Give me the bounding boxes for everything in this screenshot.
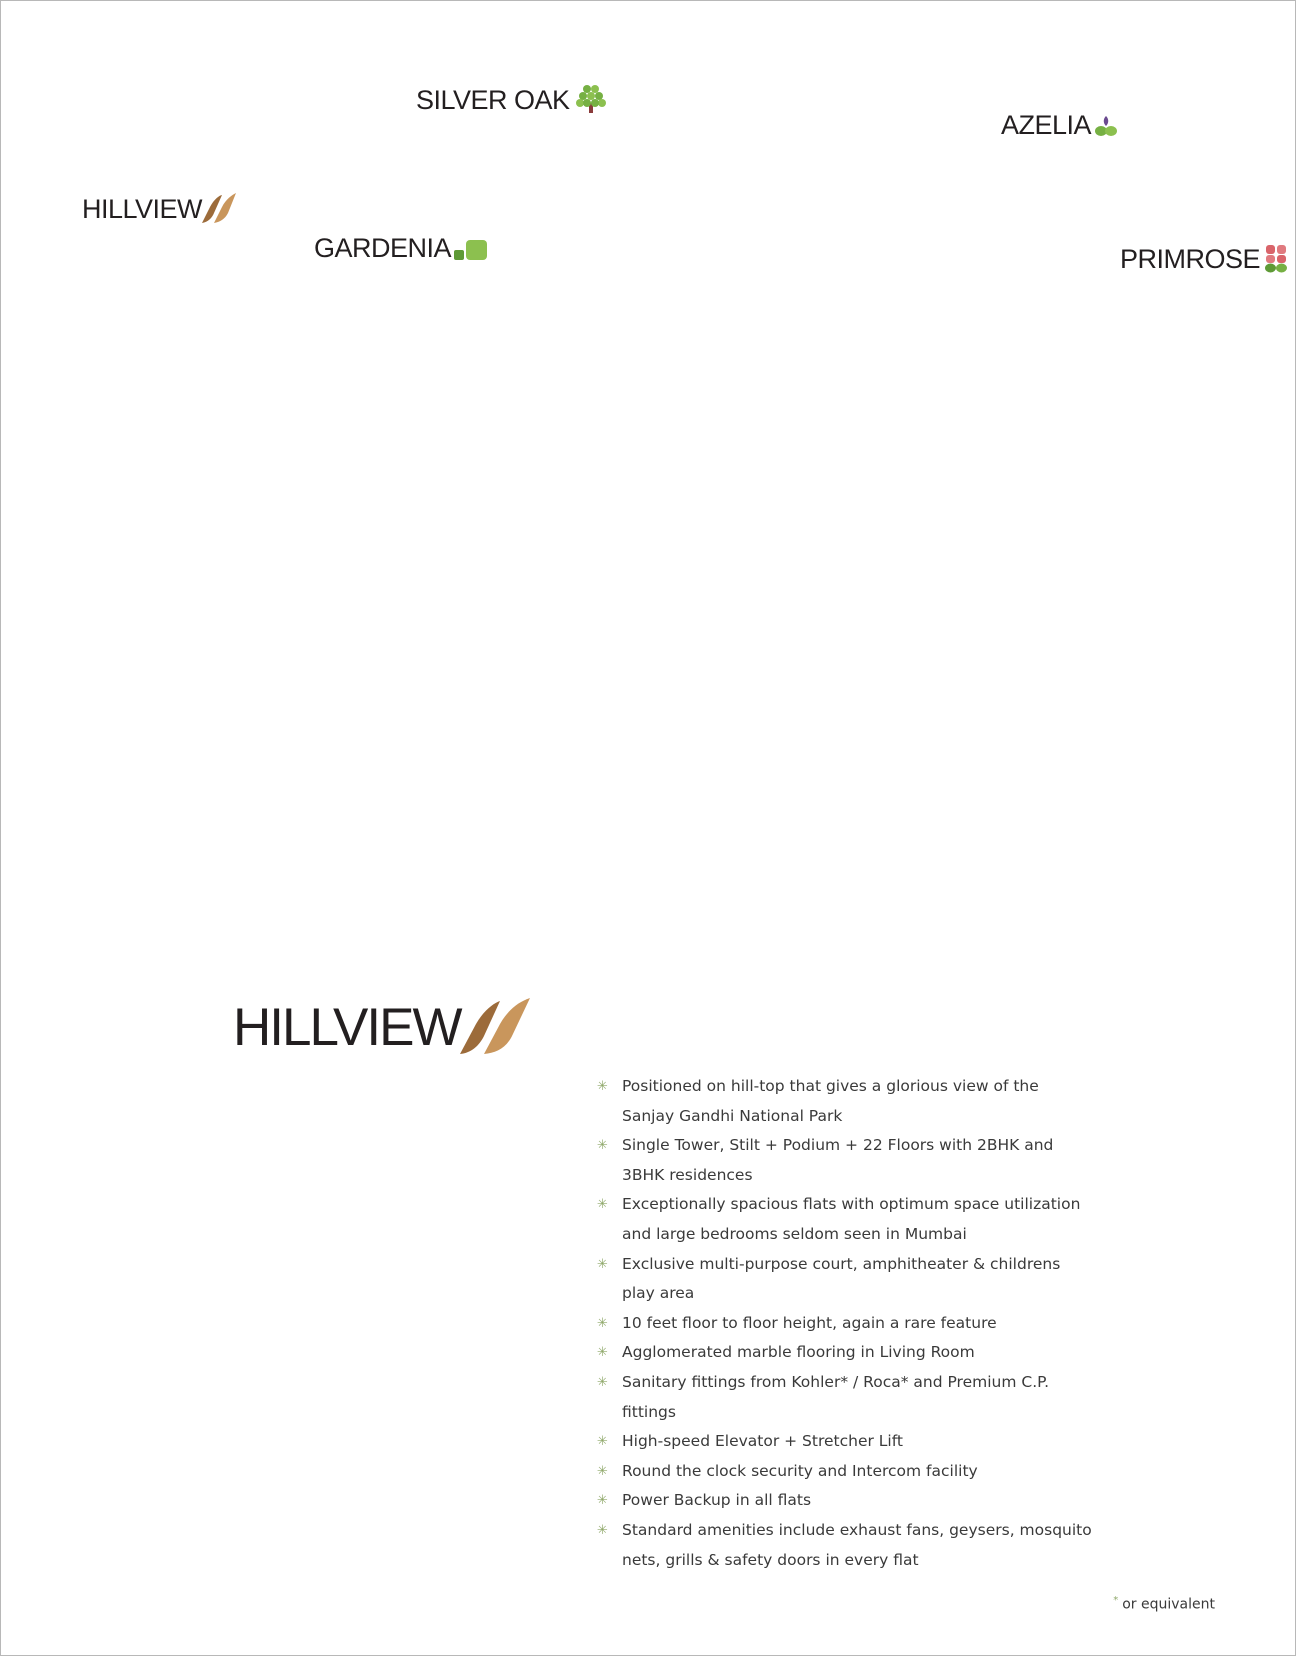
feature-item — [594, 1427, 1094, 1457]
feature-item — [594, 1457, 1094, 1487]
feature-list — [594, 1072, 1094, 1575]
logo-primrose-text: PRIMROSE — [1120, 244, 1261, 274]
feature-text: Exclusive multi-purpose court, amphitheater & childrens play area — [622, 1254, 1061, 1303]
star-bullet-icon: ✳ — [597, 1493, 608, 1509]
feature-item — [594, 1338, 1094, 1368]
star-bullet-icon: ✳ — [597, 1138, 608, 1154]
star-bullet-icon: ✳ — [597, 1463, 608, 1479]
feature-item — [594, 1131, 1094, 1190]
tree-icon — [576, 84, 608, 114]
feature-text: High-speed Elevator + Stretcher Lift — [622, 1432, 903, 1451]
feature-text: Agglomerated marble flooring in Living Room — [622, 1343, 975, 1362]
squares-icon — [454, 240, 488, 262]
star-bullet-icon: ✳ — [597, 1256, 608, 1272]
feature-item — [594, 1486, 1094, 1516]
logo-gardenia-text: GARDENIA — [314, 233, 452, 263]
logo-azelia-text: AZELIA — [1001, 110, 1092, 140]
logo-silver-oak-text: SILVER OAK — [416, 85, 570, 115]
feature-text: 10 feet floor to floor height, again a rare feature — [622, 1313, 997, 1332]
star-bullet-icon: ✳ — [597, 1522, 608, 1538]
logo-azelia — [1001, 112, 1118, 139]
feature-item — [594, 1516, 1094, 1575]
feature-text: Round the clock security and Intercom facility — [622, 1461, 978, 1480]
feature-text: Power Backup in all flats — [622, 1491, 812, 1510]
hillview-leaves-large-icon — [460, 998, 532, 1054]
feature-item — [594, 1250, 1094, 1309]
footnote-marker: * — [1113, 1595, 1119, 1606]
footnote-text: or equivalent — [1122, 1596, 1215, 1613]
logo-hillview-large-text: HILLVIEW — [233, 998, 461, 1057]
star-bullet-icon: ✳ — [597, 1315, 608, 1331]
primrose-flower-icon — [1264, 245, 1288, 273]
logo-hillview-large — [233, 998, 532, 1057]
flower-bud-icon — [1094, 115, 1118, 139]
footnote — [1113, 1595, 1215, 1613]
star-bullet-icon: ✳ — [597, 1374, 608, 1390]
feature-text: Single Tower, Stilt + Podium + 22 Floors with 2BHK and 3BHK residences — [622, 1136, 1054, 1184]
feature-item — [594, 1368, 1094, 1427]
logo-gardenia — [314, 235, 488, 262]
feature-item — [594, 1190, 1094, 1249]
star-bullet-icon: ✳ — [597, 1345, 608, 1361]
logo-hillview-small-text: HILLVIEW — [82, 194, 203, 224]
feature-text: Sanitary fittings from Kohler* / Roca* and Premium C.P. fittings — [622, 1372, 1049, 1421]
logo-hillview-small — [82, 193, 238, 223]
logo-silver-oak — [416, 84, 608, 114]
feature-item — [594, 1309, 1094, 1339]
star-bullet-icon: ✳ — [597, 1434, 608, 1450]
feature-text: Standard amenities include exhaust fans, geysers, mosquito nets, grills & safety doors in every flat — [622, 1520, 1092, 1569]
logo-primrose — [1120, 245, 1288, 273]
feature-text: Exceptionally spacious flats with optimum space utilization and large bedrooms seldom seen in Mumbai — [622, 1195, 1081, 1243]
feature-item — [594, 1072, 1094, 1131]
hillview-leaves-icon — [202, 193, 238, 223]
star-bullet-icon: ✳ — [597, 1079, 608, 1094]
star-bullet-icon: ✳ — [597, 1197, 608, 1213]
feature-text: Positioned on hill-top that gives a glorious view of the Sanjay Gandhi National Park — [622, 1077, 1039, 1125]
